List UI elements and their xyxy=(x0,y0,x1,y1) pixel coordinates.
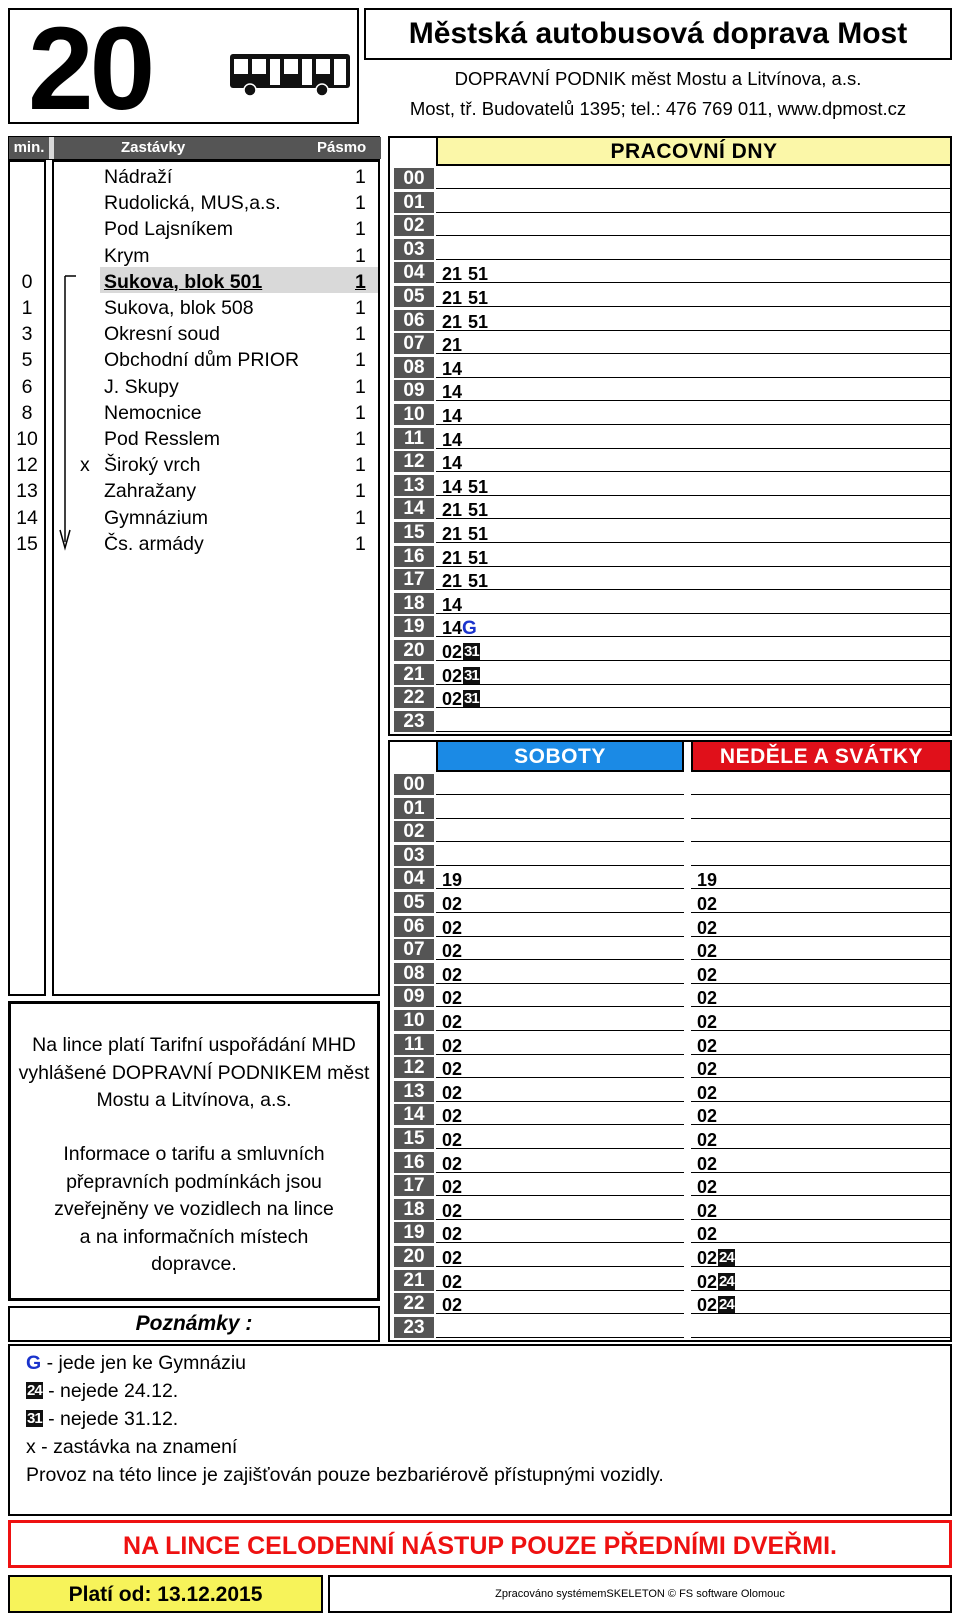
chip-31-icon: 31 xyxy=(464,643,479,660)
stop-zone: 1 xyxy=(355,532,366,555)
bus-icon xyxy=(228,50,354,98)
departure-minute: 14 xyxy=(442,358,463,379)
stop-zone: 1 xyxy=(355,297,366,319)
departure-minute: 02 xyxy=(697,917,718,938)
hour-cell: 23 xyxy=(394,1317,434,1338)
chip-31-icon: 31 xyxy=(464,666,479,684)
departure-minute: 02 xyxy=(697,1271,718,1292)
stop-zone: 1 xyxy=(355,192,366,215)
note-accessibility: Provoz na této lince je zajišťován pouze bezbariérově přístupnými vozidly. xyxy=(26,1464,664,1486)
departure-minute: 14 xyxy=(442,382,463,403)
hour-cell: 01 xyxy=(394,798,434,819)
operator-name: DOPRAVNÍ PODNIK měst Mostu a Litvínova, a.s. xyxy=(454,68,862,89)
minutes-label: min. xyxy=(9,137,49,159)
notes-header-box xyxy=(8,1306,380,1342)
departure-minute: 21 xyxy=(442,547,463,568)
stop-name: Okresní soud xyxy=(104,323,220,346)
note-x-text: - zastávka na znamení xyxy=(41,1436,238,1458)
departure-minute: 02 xyxy=(442,1271,463,1292)
hour-cell: 23 xyxy=(394,711,434,732)
stop-name: Krym xyxy=(104,244,150,267)
hour-cell: 17 xyxy=(394,569,434,590)
departure-minute: 19 xyxy=(697,870,718,891)
credit-box xyxy=(328,1575,952,1613)
credit-text: Zpracováno systémemSKELETON © FS software Olomouc xyxy=(495,1588,785,1600)
departure-minute: 51 xyxy=(468,500,489,521)
stop-row xyxy=(0,478,380,504)
departure-minute: 02 xyxy=(442,1248,463,1268)
hour-cell: 05 xyxy=(394,892,434,913)
stop-name: J. Skupy xyxy=(104,375,179,398)
departure-minute: 02 xyxy=(697,1295,718,1316)
hour-cell: 02 xyxy=(394,215,434,236)
departure-minute: 02 xyxy=(697,1035,718,1056)
request-stop-mark: x xyxy=(80,454,90,477)
departure-minute: 51 xyxy=(468,524,489,544)
stop-zone: 1 xyxy=(355,428,366,450)
departure-minute: 02 xyxy=(442,1012,463,1032)
hour-cell: 07 xyxy=(394,333,434,354)
note-31-text: - nejede 31.12. xyxy=(48,1408,179,1430)
chip-24-icon: 24 xyxy=(719,1249,734,1266)
departure-minute: 51 xyxy=(468,264,489,285)
stop-name: Rudolická, MUS,a.s. xyxy=(104,192,281,215)
hour-cell: 18 xyxy=(394,1199,434,1220)
stop-row xyxy=(0,216,380,242)
valid-from: Platí od: 13.12.2015 xyxy=(68,1583,263,1606)
hour-cell: 21 xyxy=(394,664,434,685)
contract-line: dopravce. xyxy=(151,1253,237,1275)
line-number-box xyxy=(8,3,359,135)
hour-cell: 14 xyxy=(394,498,434,519)
hour-cell: 21 xyxy=(394,1270,434,1291)
departure-minute: 02 xyxy=(697,1130,718,1150)
company-title: Městská autobusová doprava Most xyxy=(408,17,908,50)
stop-zone: 1 xyxy=(355,218,366,241)
hour-cell: 18 xyxy=(394,593,434,614)
stop-row xyxy=(0,164,380,190)
stop-zone: 1 xyxy=(355,244,366,267)
chip-31-icon: 31 xyxy=(464,690,479,708)
departure-minute: 14 xyxy=(442,406,463,426)
boarding-banner-box xyxy=(8,1520,952,1568)
stop-row xyxy=(0,269,380,295)
notes-box xyxy=(8,1344,952,1516)
departure-minute: 02 xyxy=(697,1248,718,1268)
departure-minute: 21 xyxy=(442,571,463,592)
stop-minute: 10 xyxy=(16,428,38,450)
note-g-text: - jede jen ke Gymnáziu xyxy=(46,1352,247,1374)
chip-24-icon: 24 xyxy=(27,1382,42,1399)
contract-line: přepravních podmínkách jsou xyxy=(66,1170,322,1193)
departure-minute: 02 xyxy=(442,941,463,962)
departure-minute: 02 xyxy=(442,917,463,938)
departure-minute: 02 xyxy=(442,1200,463,1221)
stop-zone: 1 xyxy=(355,270,366,293)
stop-zone: 1 xyxy=(355,454,366,477)
hour-cell: 12 xyxy=(394,451,434,472)
stops-header xyxy=(8,136,380,160)
stop-minute: 1 xyxy=(21,297,33,319)
contract-line: a na informačních místech xyxy=(79,1225,309,1248)
departure-minute: 02 xyxy=(697,894,718,914)
departure-minute: 02 xyxy=(442,642,463,662)
hour-cell: 07 xyxy=(394,939,434,960)
note-g-mark: G xyxy=(462,618,477,640)
contract-line: zveřejněny ve vozidlech na lince xyxy=(54,1198,334,1220)
stop-minute: 12 xyxy=(16,454,38,477)
departure-minute: 02 xyxy=(697,1059,718,1080)
stop-name: Pod Lajsníkem xyxy=(104,218,233,241)
hour-cell: 14 xyxy=(394,1104,434,1125)
departure-minute: 51 xyxy=(468,571,489,592)
departure-minute: 02 xyxy=(442,894,463,914)
departure-minute: 19 xyxy=(442,870,463,891)
valid-from-box xyxy=(8,1575,323,1613)
note-24 xyxy=(26,1378,178,1404)
tariff-line: vyhlášené DOPRAVNÍ PODNIKEM měst xyxy=(18,1061,370,1084)
saturday-label: SOBOTY xyxy=(514,745,606,768)
weekend-grid-outline xyxy=(388,740,952,1342)
company-box xyxy=(364,8,952,60)
stop-row xyxy=(0,190,380,216)
hour-cell: 04 xyxy=(394,262,434,283)
stop-name: Široký vrch xyxy=(104,454,201,477)
departure-minute: 02 xyxy=(697,941,718,962)
zone-label: Pásmo xyxy=(317,139,367,156)
stop-zone: 1 xyxy=(355,323,366,346)
stop-minute: 15 xyxy=(16,532,38,555)
departure-minute: 21 xyxy=(442,288,463,308)
hour-cell: 11 xyxy=(394,428,434,449)
hour-cell: 16 xyxy=(394,1152,434,1173)
departure-minute: 02 xyxy=(442,964,463,985)
note-31 xyxy=(26,1406,178,1432)
departure-minute: 21 xyxy=(442,264,463,285)
hour-cell: 09 xyxy=(394,380,434,401)
stop-zone: 1 xyxy=(355,506,366,529)
departure-minute: 21 xyxy=(442,500,463,521)
hour-cell: 11 xyxy=(394,1034,434,1055)
stop-row xyxy=(0,505,380,531)
stop-zone: 1 xyxy=(355,401,366,424)
stop-minute: 14 xyxy=(16,506,38,529)
stops-label: Zastávky xyxy=(121,139,186,156)
hour-cell: 15 xyxy=(394,1128,434,1149)
departure-minute: 51 xyxy=(468,311,489,332)
stop-minute: 0 xyxy=(21,270,33,293)
hour-cell: 06 xyxy=(394,916,434,937)
stop-minute: 5 xyxy=(21,349,33,372)
stop-row xyxy=(0,295,380,321)
hour-cell: 15 xyxy=(394,522,434,543)
departure-minute: 02 xyxy=(442,1224,463,1245)
departure-minute: 51 xyxy=(468,476,489,497)
departure-minute: 02 xyxy=(697,1082,718,1103)
stop-row xyxy=(0,426,380,452)
stop-row xyxy=(0,400,380,426)
departure-minute: 14 xyxy=(442,429,463,450)
departure-minute: 14 xyxy=(442,594,463,615)
departure-minute: 14 xyxy=(442,618,463,639)
hour-cell: 20 xyxy=(394,1246,434,1267)
hour-cell: 13 xyxy=(394,475,434,496)
departure-minute: 02 xyxy=(697,988,718,1009)
stop-name: Pod Resslem xyxy=(104,428,220,450)
weekday-label: PRACOVNÍ DNY xyxy=(610,140,778,163)
stop-minute: 3 xyxy=(21,323,33,346)
departure-minute: 02 xyxy=(442,1295,463,1316)
stop-minute: 13 xyxy=(16,480,38,503)
tariff-line: Mostu a Litvínova, a.s. xyxy=(96,1089,292,1111)
hour-cell: 06 xyxy=(394,310,434,331)
hour-cell: 09 xyxy=(394,986,434,1007)
stop-row xyxy=(0,347,380,373)
stop-minute: 8 xyxy=(21,401,33,424)
departure-minute: 02 xyxy=(442,1153,463,1174)
departure-minute: 02 xyxy=(442,1130,463,1150)
stop-row xyxy=(0,452,380,478)
departure-minute: 21 xyxy=(442,335,463,356)
departure-minute: 02 xyxy=(697,1012,718,1032)
departure-minute: 02 xyxy=(442,1059,463,1080)
hour-cell: 22 xyxy=(394,687,434,708)
departure-minute: 02 xyxy=(697,1200,718,1221)
hour-cell: 10 xyxy=(394,404,434,425)
hour-cell: 08 xyxy=(394,963,434,984)
note-x-symbol: x xyxy=(26,1436,36,1458)
departure-minute: 02 xyxy=(442,988,463,1009)
departure-minute: 21 xyxy=(442,311,463,332)
line-number: 20 xyxy=(28,3,152,135)
chip-24-icon: 24 xyxy=(719,1272,734,1290)
hour-cell: 08 xyxy=(394,357,434,378)
hour-cell: 05 xyxy=(394,286,434,307)
note-x xyxy=(26,1434,237,1460)
departure-minute: 02 xyxy=(442,1106,463,1127)
departure-minute: 02 xyxy=(442,689,463,710)
notes-title: Poznámky : xyxy=(135,1312,253,1335)
departure-minute: 02 xyxy=(442,1177,463,1198)
note-g xyxy=(26,1350,246,1376)
hour-cell: 00 xyxy=(394,168,434,189)
hour-cell: 10 xyxy=(394,1010,434,1031)
tariff-info-box xyxy=(8,1001,380,1301)
hour-cell: 04 xyxy=(394,868,434,889)
departure-minute: 02 xyxy=(697,1177,718,1198)
tariff-line: Na lince platí Tarifní uspořádání MHD xyxy=(32,1034,356,1056)
hour-cell: 16 xyxy=(394,546,434,567)
hour-cell: 01 xyxy=(394,192,434,213)
departure-minute: 02 xyxy=(697,1106,718,1127)
departure-minute: 02 xyxy=(697,964,718,985)
departure-minute: 02 xyxy=(442,1035,463,1056)
hour-cell: 13 xyxy=(394,1081,434,1102)
stop-row xyxy=(0,321,380,347)
stop-name: Nádraží xyxy=(104,166,173,188)
departure-minute: 51 xyxy=(468,547,489,568)
stop-name: Sukova, blok 508 xyxy=(104,297,254,319)
chip-24-icon: 24 xyxy=(719,1296,734,1314)
departure-minute: 02 xyxy=(697,1153,718,1174)
stop-name: Gymnázium xyxy=(104,506,209,529)
stop-name: Čs. armády xyxy=(104,532,204,555)
weekday-grid-outline xyxy=(388,136,952,736)
hour-cell: 03 xyxy=(394,845,434,866)
departure-minute: 51 xyxy=(468,288,489,308)
departure-minute: 02 xyxy=(697,1224,718,1245)
stop-name: Obchodní dům PRIOR xyxy=(104,349,300,372)
hour-cell: 17 xyxy=(394,1175,434,1196)
stop-name: Sukova, blok 501 xyxy=(104,270,263,293)
stop-name: Zahražany xyxy=(104,480,197,503)
departure-minute: 02 xyxy=(442,1082,463,1103)
sunday-label: NEDĚLE A SVÁTKY xyxy=(719,745,924,768)
operator-address: Most, tř. Budovatelů 1395; tel.: 476 769 011, www.dpmost.cz xyxy=(409,98,907,119)
stop-row xyxy=(0,243,380,269)
note-24-text: - nejede 24.12. xyxy=(48,1380,179,1402)
hour-cell: 19 xyxy=(394,616,434,637)
stop-row xyxy=(0,374,380,400)
boarding-banner: NA LINCE CELODENNÍ NÁSTUP POUZE PŘEDNÍMI DVEŘMI. xyxy=(123,1532,837,1560)
stop-zone: 1 xyxy=(355,375,366,398)
hour-cell: 19 xyxy=(394,1222,434,1243)
hour-cell: 02 xyxy=(394,821,434,842)
note-g-symbol: G xyxy=(26,1352,42,1374)
hour-cell: 20 xyxy=(394,640,434,661)
stop-zone: 1 xyxy=(355,349,366,372)
departure-minute: 14 xyxy=(442,453,463,474)
stop-minute: 6 xyxy=(21,375,33,398)
departure-minute: 02 xyxy=(442,665,463,686)
stop-zone: 1 xyxy=(355,166,366,188)
hour-cell: 00 xyxy=(394,774,434,795)
contract-line: Informace o tarifu a smluvních xyxy=(63,1143,325,1165)
hour-cell: 22 xyxy=(394,1293,434,1314)
hour-cell: 03 xyxy=(394,239,434,260)
departure-minute: 21 xyxy=(442,524,463,544)
stop-row xyxy=(0,531,380,557)
hour-cell: 12 xyxy=(394,1057,434,1078)
departure-minute: 14 xyxy=(442,476,463,497)
stop-zone: 1 xyxy=(355,480,366,503)
stop-name: Nemocnice xyxy=(104,401,202,424)
chip-31-icon: 31 xyxy=(27,1410,42,1427)
